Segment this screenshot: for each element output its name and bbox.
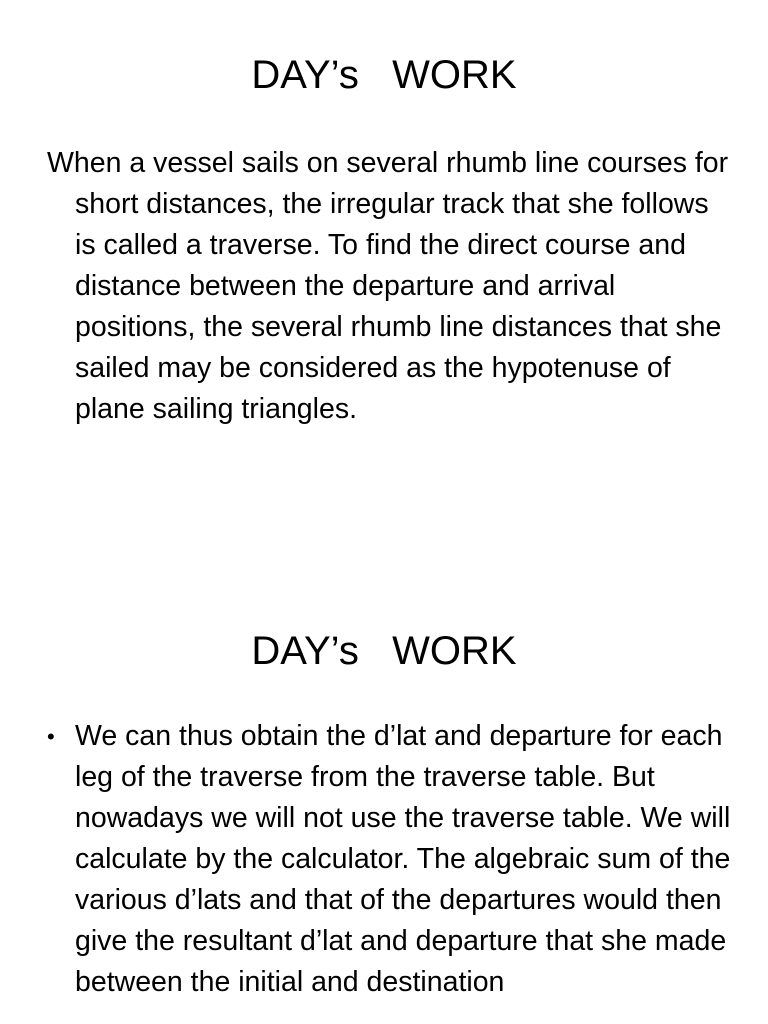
bullet-icon: • — [47, 724, 55, 749]
body-paragraph: When a vessel sails on several rhumb line courses for short distances, the irregular track that she follows is called a traverse. To find the direct course and distance between the departure and arrival positions, the several rhumb line distances that she sailed may be considered as the hypotenuse of plane sailing triangles. — [47, 147, 729, 425]
bullet-text: We can thus obtain the d’lat and departure for each leg of the traverse from the traverse table. But nowadays we will not use the traverse table. We will calculate by the calculator. The algebraic sum of the various d’lats and that of the departures would then give the resultant d’lat and departure that she made between the initial and destination — [75, 720, 731, 998]
slide-body — [47, 716, 737, 1003]
slide-title: DAY’s WORK — [251, 53, 517, 97]
slide-body — [47, 143, 737, 430]
slide-2 — [0, 576, 768, 1024]
bullet-item — [47, 716, 737, 1003]
slide-title: DAY’s WORK — [251, 629, 517, 673]
